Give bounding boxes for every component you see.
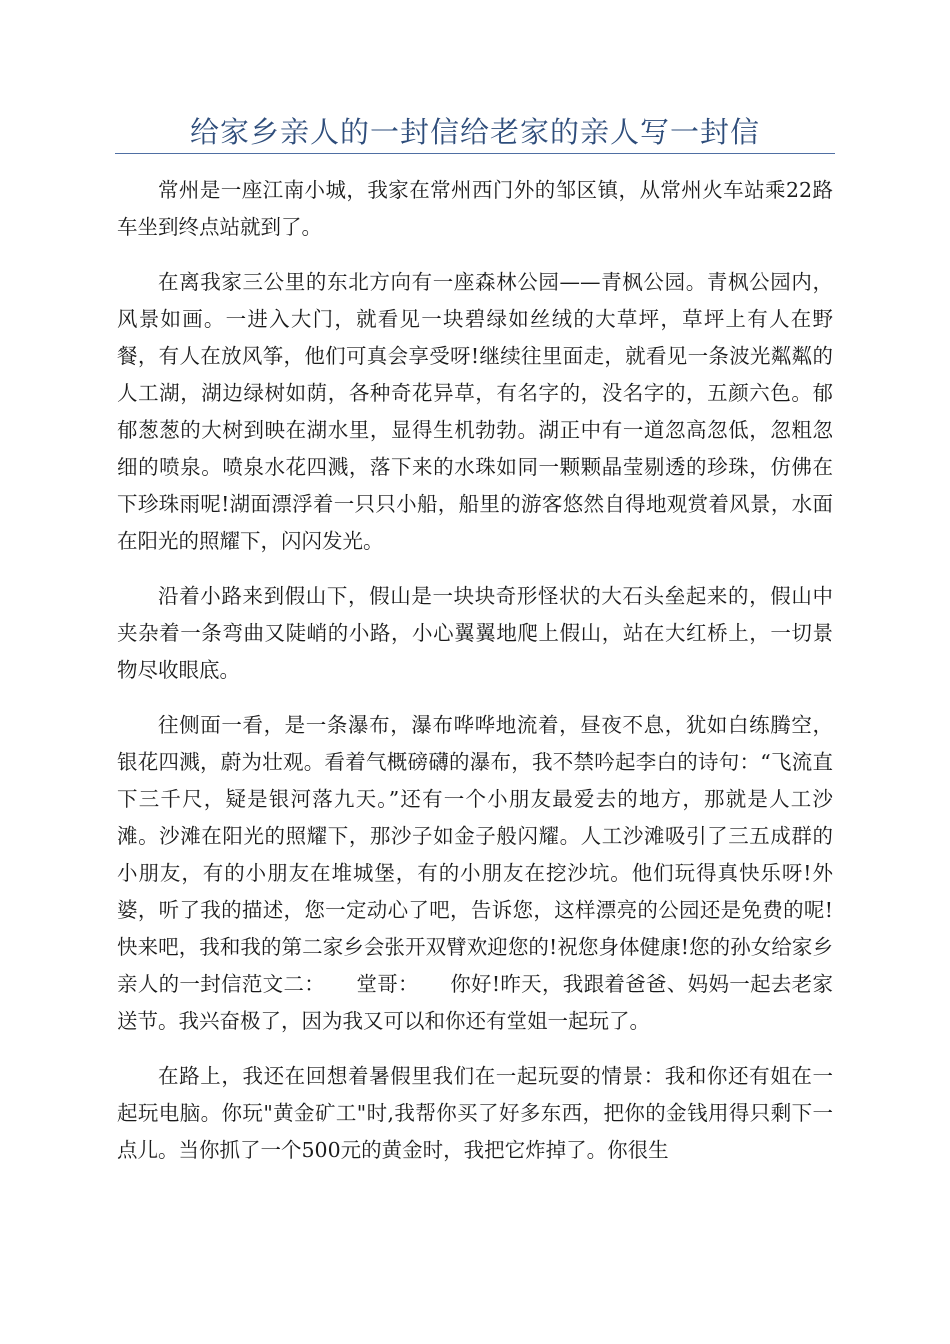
paragraph-5: 在路上，我还在回想着暑假里我们在一起玩耍的情景：我和你还有姐在一起玩电脑。你玩"黄金矿工"时,我帮你买了好多东西，把你的金钱用得只剩下一点儿。当你抓了一个500元的黄金时，我把它炸掉了。你很生 [117, 1064, 833, 1162]
paragraph-3: 沿着小路来到假山下，假山是一块块奇形怪状的大石头垒起来的，假山中夹杂着一条弯曲又陡峭的小路，小心翼翼地爬上假山，站在大红桥上，一切景物尽收眼底。 [117, 584, 833, 682]
document-title: 给家乡亲人的一封信给老家的亲人写一封信 [189, 115, 760, 149]
title-underline [115, 153, 835, 154]
paragraph-4: 往侧面一看，是一条瀑布，瀑布哗哗地流着，昼夜不息，犹如白练腾空，银花四溅，蔚为壮观。看着气概磅礴的瀑布，我不禁吟起李白的诗句：“飞流直下三千尺，疑是银河落九天。”还有一个小朋友最爱去的地方，那就是人工沙滩。沙滩在阳光的照耀下，那沙子如金子般闪耀。人工沙滩吸引了三五成群的小朋友，有的小朋友在堆城堡，有的小朋友在挖沙坑。他们玩得真快乐呀!外婆，听了我的描述，您一定动心了吧，告诉您，这样漂亮的公园还是免费的呢!快来吧，我和我的第二家乡会张开双臂欢迎您的!祝您身体健康!您的孙女给家乡亲人的一封信范文二： 堂哥： 你好!昨天，我跟着爸爸、妈妈一起去老家送节。我兴奋极了，因为我又可以和你还有堂姐一起玩了。 [117, 713, 833, 1033]
paragraph-2: 在离我家三公里的东北方向有一座森林公园——青枫公园。青枫公园内，风景如画。一进入大门，就看见一块碧绿如丝绒的大草坪，草坪上有人在野餐，有人在放风筝，他们可真会享受呀!继续往里面走，就看见一条波光粼粼的人工湖，湖边绿树如荫，各种奇花异草，有名字的，没名字的，五颜六色。郁郁葱葱的大树到映在湖水里，显得生机勃勃。湖正中有一道忽高忽低，忽粗忽细的喷泉。喷泉水花四溅，落下来的水珠如同一颗颗晶莹剔透的珍珠，仿佛在下珍珠雨呢!湖面漂浮着一只只小船，船里的游客悠然自得地观赏着风景，水面在阳光的照耀下，闪闪发光。 [117, 270, 833, 553]
paragraph-1: 常州是一座江南小城，我家在常州西门外的邹区镇，从常州火车站乘22路车坐到终点站就到了。 [117, 178, 833, 239]
document-body [117, 172, 833, 1187]
